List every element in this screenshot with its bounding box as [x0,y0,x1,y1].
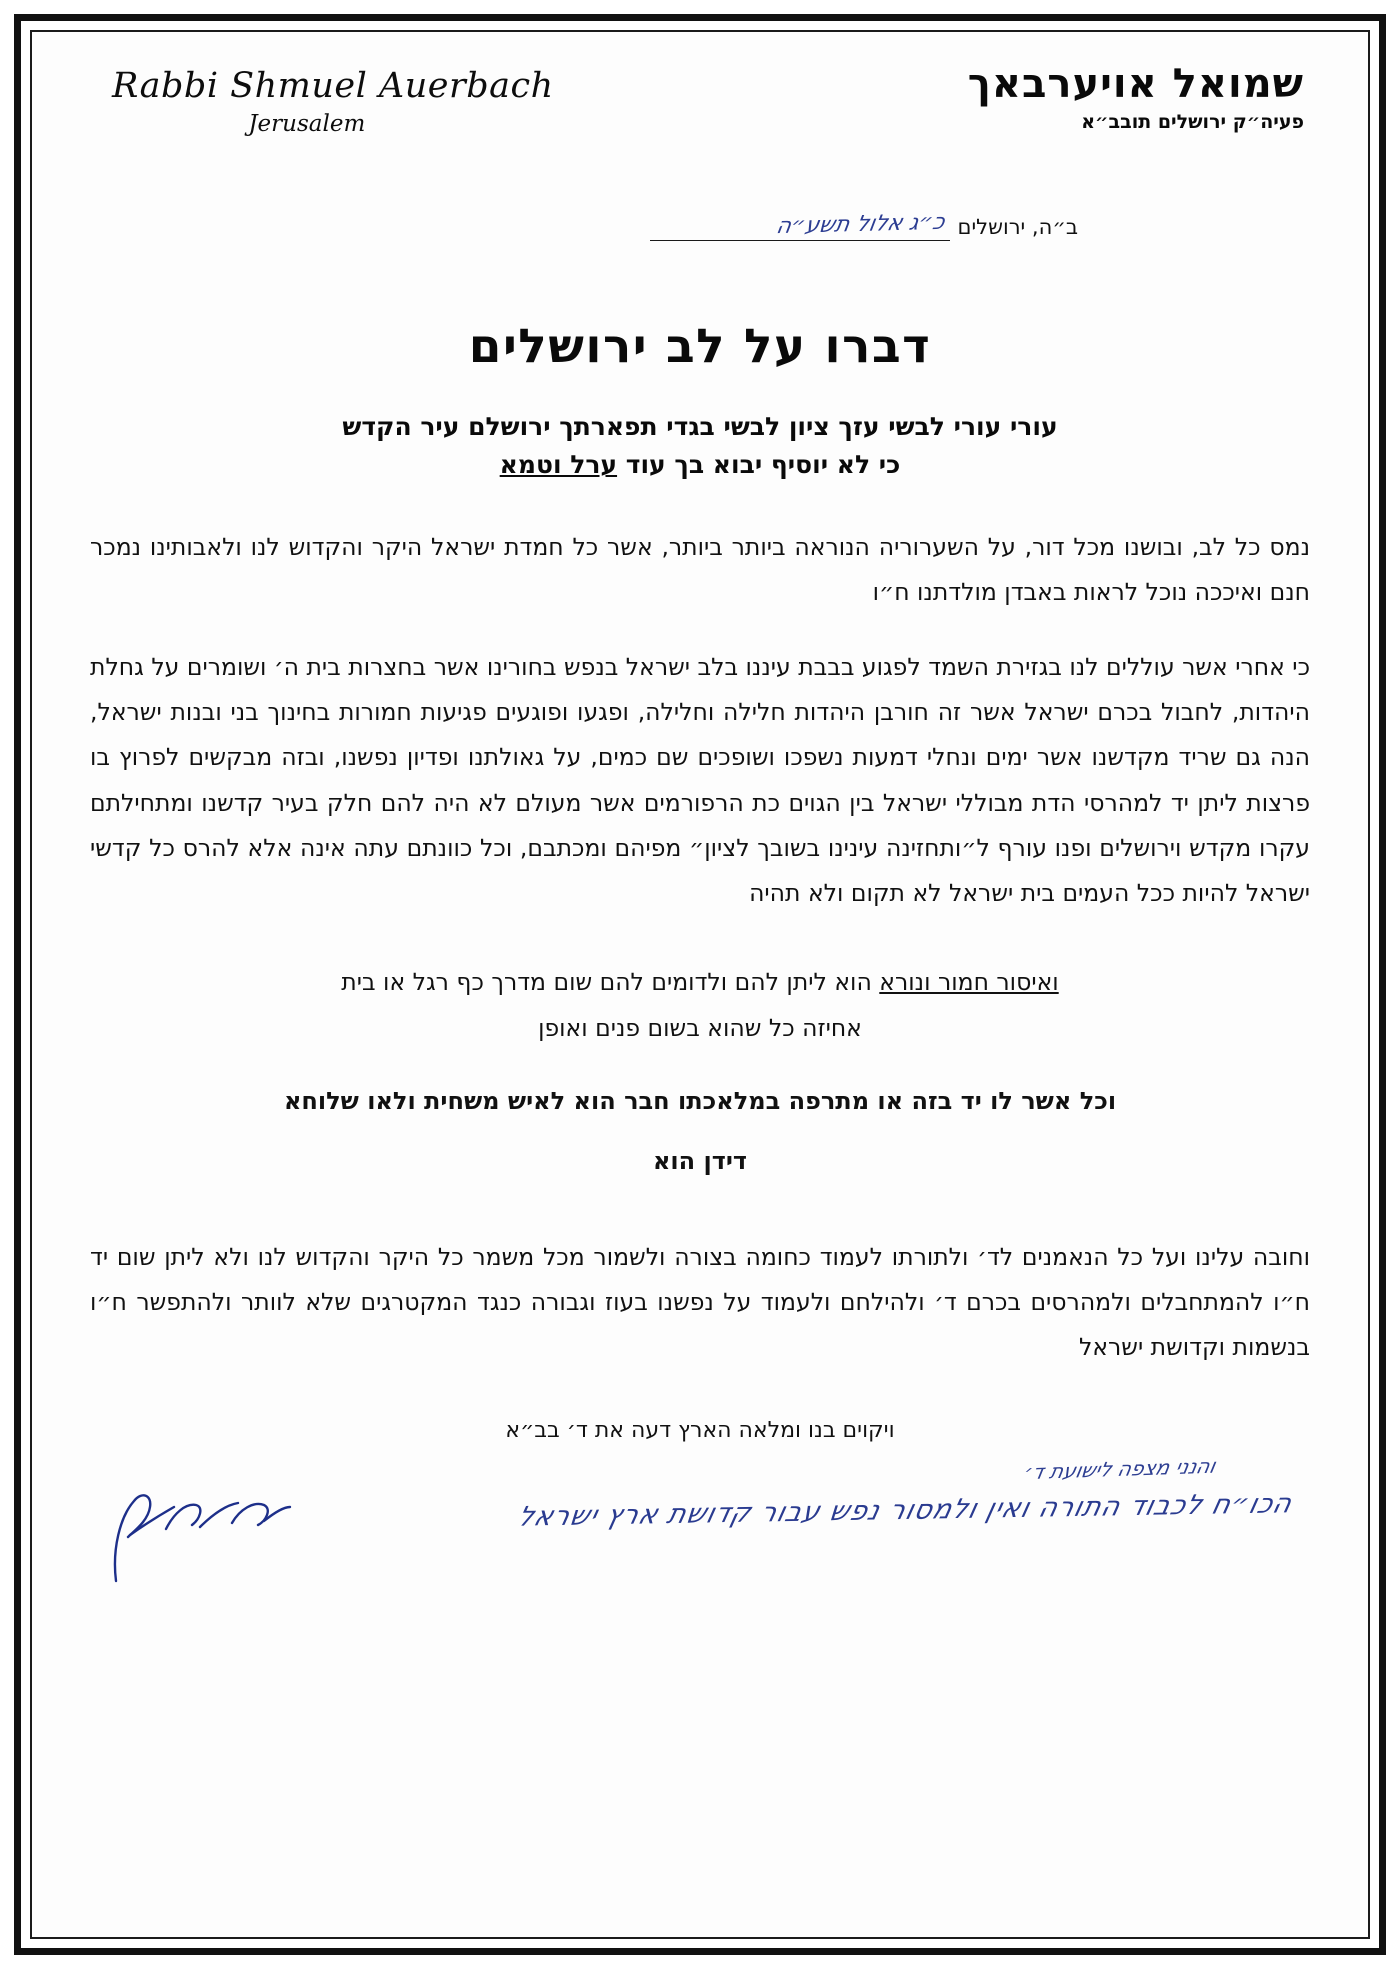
prohibition-block [90,960,1310,1185]
prohibition-line-1 [90,960,1310,1006]
subtitle-verse [90,408,1310,483]
rabbi-title-hebrew: פעיה״ק ירושלים תובב״א [1081,111,1304,133]
body-text [90,525,1310,916]
rabbi-name-hebrew: שמואל אויערבאך [967,61,1304,107]
signature-flourish-icon [104,1477,294,1587]
subtitle-line-2-prefix: כי לא יוסיף יבוא בך עוד [617,449,901,479]
prohibition-underlined: ואיסור חמור ונורא [879,967,1059,996]
subtitle-line-1: עורי עורי לבשי עזך ציון לבשי בגדי תפארתך ירושלם עיר הקדש [342,412,1058,441]
prohibition-line-1-rest: הוא ליתן להם ולדומים להם שום מדרך כף רגל או בית [341,967,880,996]
prohibition-bold-line-1: וכל אשר לו יד בזה או מתרפה במלאכתו חבר הוא לאיש משחית ולאו שלוחא [283,1086,1117,1115]
paragraph-1: נמס כל לב, ובושנו מכל דור, על השערוריה הנוראה ביותר ביותר, אשר כל חמדת ישראל היקר והקדוש לנו ולאבותינו נמכר חנם ואיככה נוכל לראות באבדן מולדתנו ח״ו [90,533,1310,607]
letterhead [90,60,1310,178]
letterhead-hebrew [968,60,1310,133]
rabbi-city-latin: Jerusalem [248,110,366,137]
prohibition-bold-line-2: דידן הוא [652,1147,748,1176]
letterhead-latin [90,60,554,137]
rabbi-name-latin: Rabbi Shmuel Auerbach [112,66,554,106]
date-blank-line [650,208,950,241]
letter-sheet [32,32,1368,1937]
signature-note: והנני מצפה לישועת ד׳ [1021,1454,1218,1485]
subtitle-line-2 [90,446,1310,484]
handwritten-date: כ״ג אלול תשע״ה [773,209,947,240]
page-title: דברו על לב ירושלים [468,319,932,374]
signature-area [90,1453,1310,1603]
closing-blessing: ויקוים בנו ומלאה הארץ דעה את ד׳ בב״א [505,1418,895,1444]
signature-text: הכו״ח לכבוד התורה ואין ולמסור נפש עבור קדושת ארץ ישראל [514,1488,1296,1534]
date-row [90,208,1310,241]
paragraph-3: וחובה עלינו ועל כל הנאמנים לד׳ ולתורתו לעמוד כחומה בצורה ולשמור מכל משמר כל היקר והקדוש לנו ולא ליתן שום יד ח״ו להמתחבלים ולמהרסים בכרם ד׳ ולהילחם ולעמוד על נפשנו בעוז וגבורה כנגד המקטרגים שלא לוותר ולהתפשר ח״ו בנשמות וקדושת ישראל [90,1243,1310,1362]
subtitle-line-2-underlined: ערל וטמא [499,449,618,479]
body-text-2 [90,1235,1310,1370]
date-label: ב״ה, ירושלים [957,215,1078,239]
paragraph-2: כי אחרי אשר עוללים לנו בגזירת השמד לפגוע בבבת עיננו בלב ישראל בנפש בחורינו אשר בחצרות בית ה׳ ושומרים על גחלת היהדות, לחבול בכרם ישראל אשר זה חורבן היהדות חלילה וחלילה, ופגעו ופוגעים פגיעות חמורות בחינוך בני ובנות ישראל, הנה גם שריד מקדשנו אשר ימים ונחלי דמעות נשפכו ושופכים שם כמים, על גאולתנו ופדיון נפשנו, ובזה מבקשים לפרוץ בו פרצות ליתן יד למהרסי הדת מבוללי ישראל בין הגוים כת הרפורמים אשר מעולם לא היה להם חלק בעיר קדשנו ומתחילתם עקרו מקדש וירושלים ופנו עורף ל״ותחזינה עינינו בשובך לציון״ מפיהם ומכתבם, וכל כוונתם עתה אינה אלא להרס כל קדשי ישראל להיות ככל העמים בית ישראל לא תקום ולא תהיה [90,653,1310,907]
prohibition-line-2: אחיזה כל שהוא בשום פנים ואופן [538,1013,862,1042]
